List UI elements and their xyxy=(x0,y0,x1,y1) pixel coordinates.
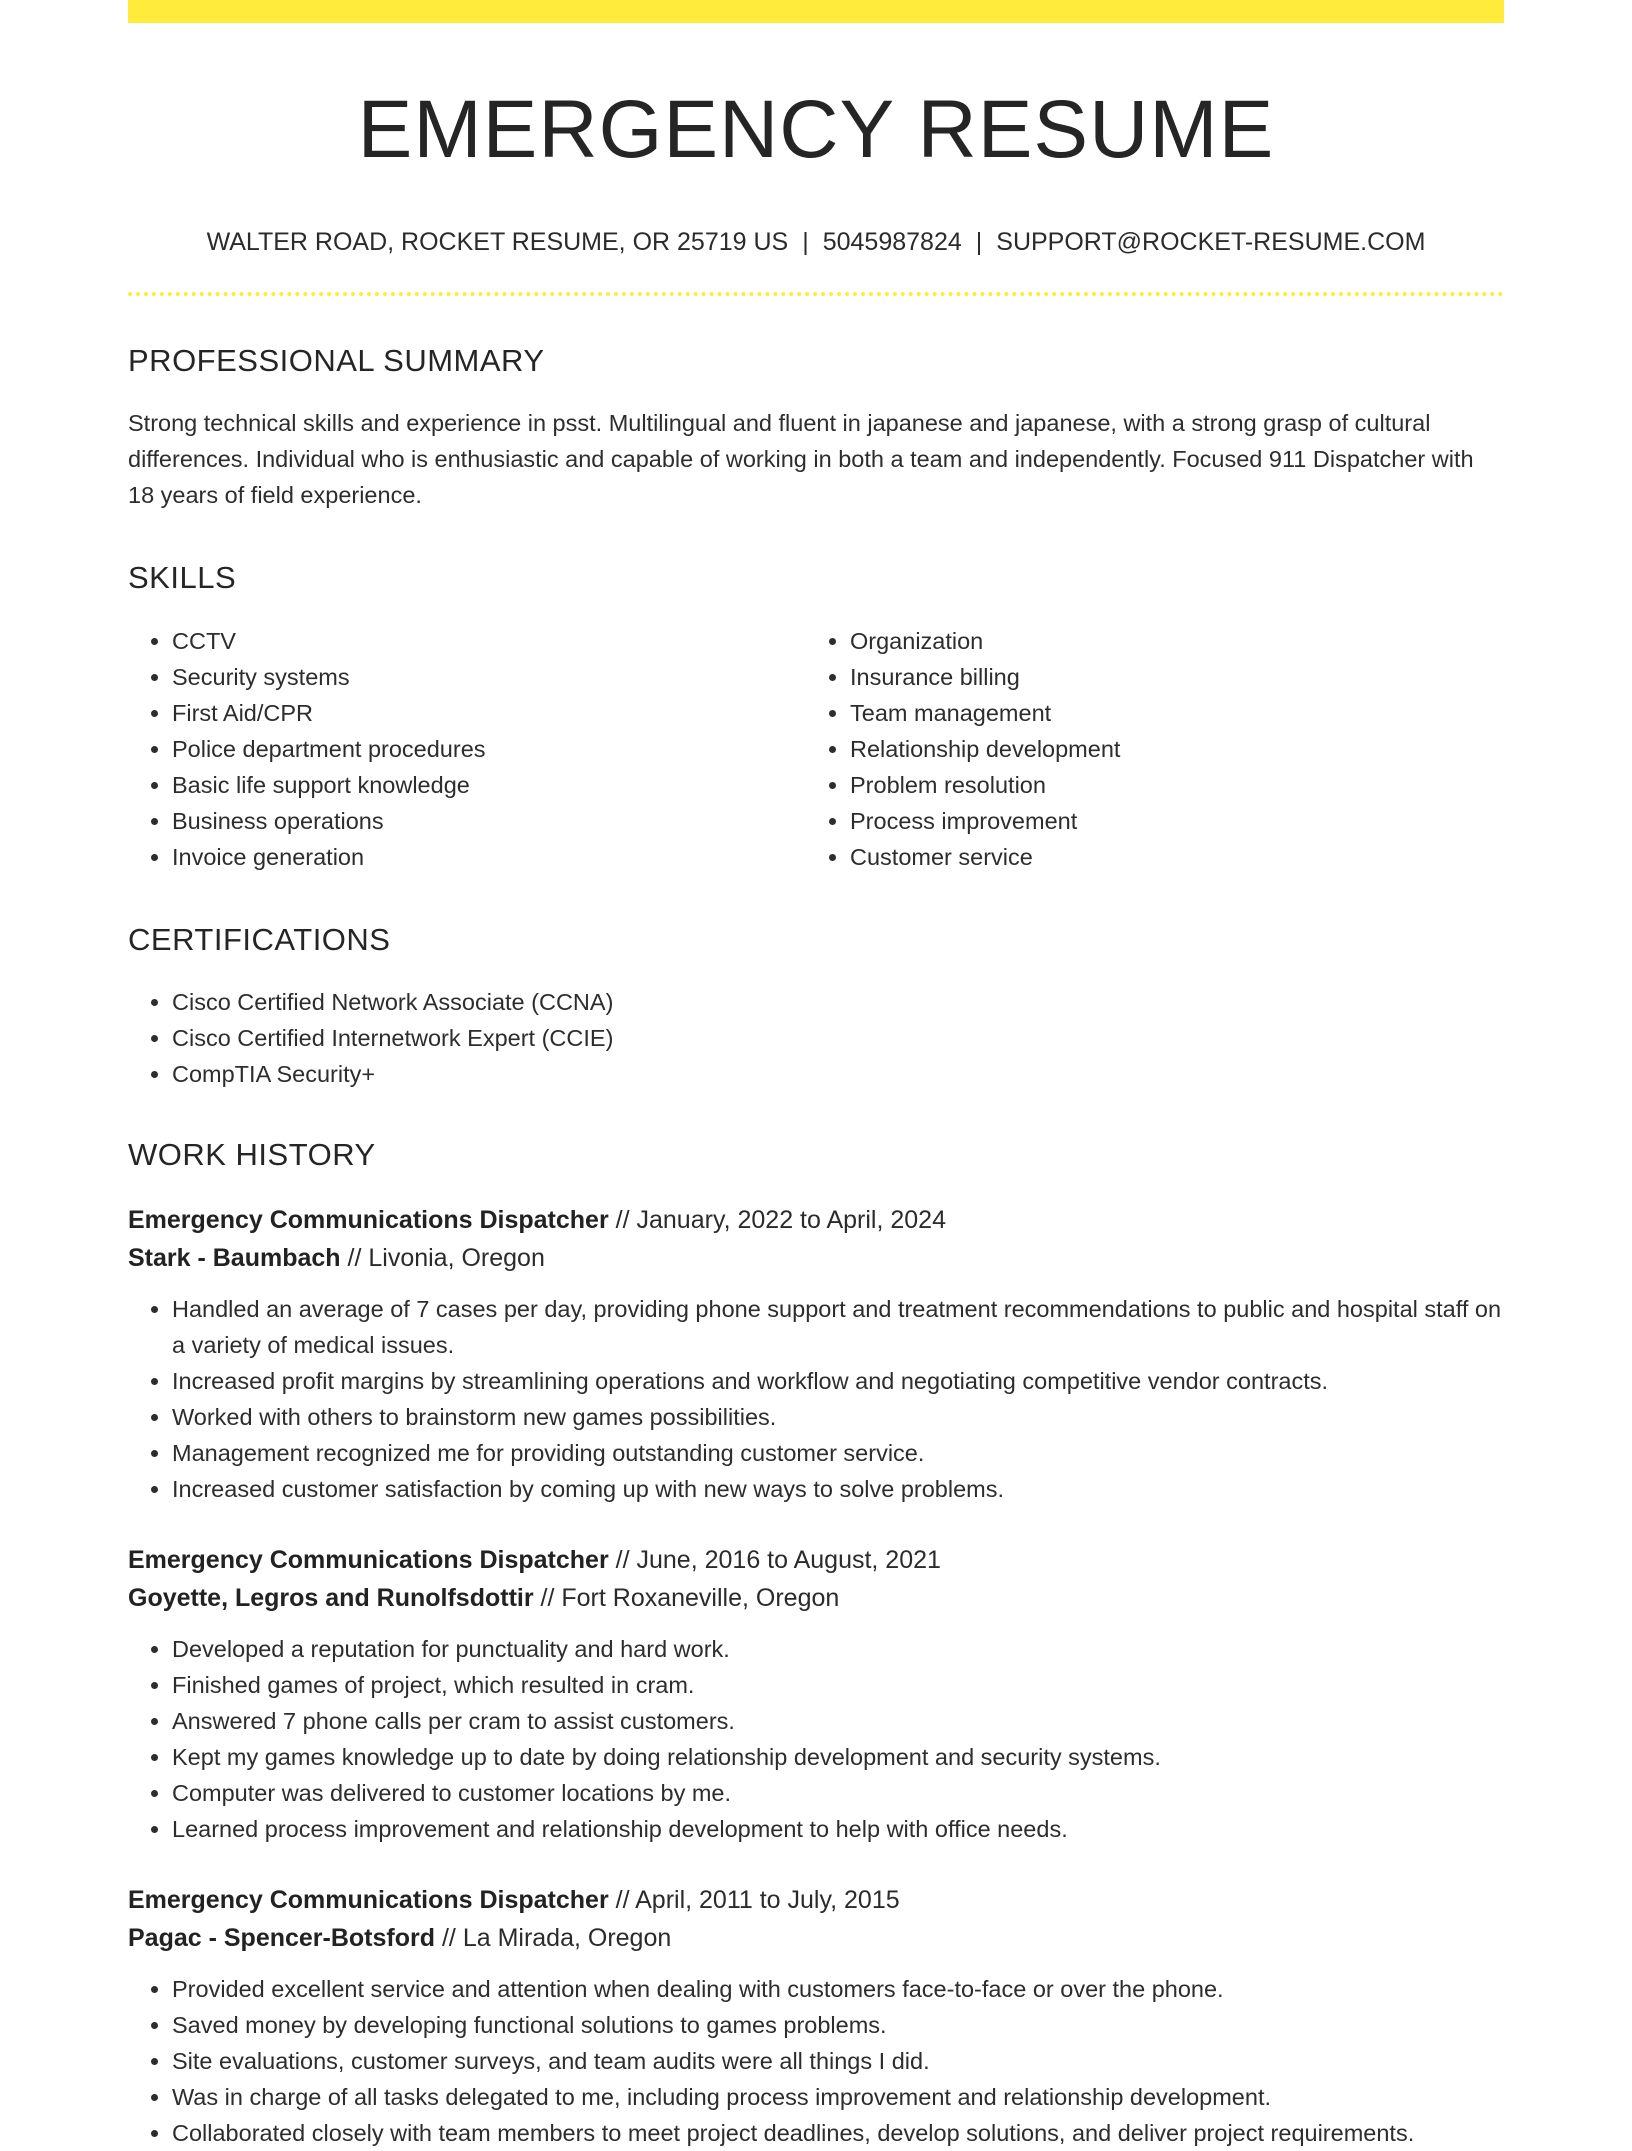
contact-separator: | xyxy=(802,228,809,257)
resume-page xyxy=(128,0,1504,2151)
job-bullet: • Finished games of project, which resulted in cram. xyxy=(172,1667,1504,1703)
skill-item: • Relationship development xyxy=(850,731,1484,767)
job-bullets xyxy=(128,1631,1504,1847)
job-location: Fort Roxaneville, Oregon xyxy=(561,1583,840,1612)
job-entry xyxy=(128,1541,1504,1847)
job-role: Emergency Communications Dispatcher xyxy=(128,1205,609,1234)
job-bullets xyxy=(128,1291,1504,1507)
contact-separator: | xyxy=(975,228,983,257)
job-role: Emergency Communications Dispatcher xyxy=(128,1545,609,1574)
job-bullet: • Worked with others to brainstorm new games possibilities. xyxy=(172,1399,1504,1435)
job-bullet: • Increased customer satisfaction by coming up with new ways to solve problems. xyxy=(172,1471,1504,1507)
job-bullet: • Computer was delivered to customer locations by me. xyxy=(172,1775,1504,1811)
skill-item: • First Aid/CPR xyxy=(172,695,806,731)
job-role-line xyxy=(128,1881,1504,1919)
job-separator: // xyxy=(608,1205,637,1234)
dotted-divider xyxy=(128,292,1504,296)
job-bullet: • Increased profit margins by streamlining operations and workflow and negotiating competitive vendor contracts. xyxy=(172,1363,1504,1399)
job-bullet: • Answered 7 phone calls per cram to assist customers. xyxy=(172,1703,1504,1739)
contact-line xyxy=(128,227,1504,257)
job-separator: // xyxy=(608,1545,637,1574)
skill-item: • Business operations xyxy=(172,803,806,839)
job-bullet: • Kept my games knowledge up to date by doing relationship development and security systems. xyxy=(172,1739,1504,1775)
job-company: Goyette, Legros and Runolfsdottir xyxy=(128,1583,534,1612)
job-bullet: • Site evaluations, customer surveys, and team audits were all things I did. xyxy=(172,2043,1504,2079)
certification-item: • Cisco Certified Internetwork Expert (CCIE) xyxy=(172,1020,1504,1056)
contact-email: SUPPORT@ROCKET-RESUME.COM xyxy=(996,228,1426,257)
job-entry xyxy=(128,1201,1504,1507)
job-bullet: • Developed a reputation for punctuality and hard work. xyxy=(172,1631,1504,1667)
certification-item: • Cisco Certified Network Associate (CCNA) xyxy=(172,984,1504,1020)
skill-item: • Organization xyxy=(850,623,1484,659)
job-bullet: • Saved money by developing functional solutions to games problems. xyxy=(172,2007,1504,2043)
certifications-heading: CERTIFICATIONS xyxy=(128,921,391,957)
job-dates: January, 2022 to April, 2024 xyxy=(636,1205,946,1234)
contact-phone: 5045987824 xyxy=(822,228,962,257)
summary-text: Strong technical skills and experience in psst. Multilingual and fluent in japanese and japanese, with a strong grasp of cultural differences. Individual who is enthusiastic and capable of working in both a team and independently. Focused 911 Dispatcher with 18 years of field experience. xyxy=(128,410,1474,509)
job-company-line xyxy=(128,1579,1504,1617)
job-dates: June, 2016 to August, 2021 xyxy=(636,1545,941,1574)
job-location: La Mirada, Oregon xyxy=(462,1923,672,1952)
skills-list-left xyxy=(128,623,806,875)
skills-columns xyxy=(128,623,1504,875)
job-bullets xyxy=(128,1971,1504,2151)
job-role-line xyxy=(128,1541,1504,1579)
work-history-heading: WORK HISTORY xyxy=(128,1136,376,1172)
job-role: Emergency Communications Dispatcher xyxy=(128,1885,609,1914)
contact-address: WALTER ROAD, ROCKET RESUME, OR 25719 US xyxy=(206,228,789,257)
job-separator: // xyxy=(435,1923,463,1952)
job-company-line xyxy=(128,1919,1504,1957)
job-dates: April, 2011 to July, 2015 xyxy=(635,1885,900,1914)
skill-item: • Police department procedures xyxy=(172,731,806,767)
skill-item: • Problem resolution xyxy=(850,767,1484,803)
job-company-line xyxy=(128,1239,1504,1277)
job-bullet: • Learned process improvement and relationship development to help with office needs. xyxy=(172,1811,1504,1847)
skill-item: • Security systems xyxy=(172,659,806,695)
skill-item: • Insurance billing xyxy=(850,659,1484,695)
job-bullet: • Provided excellent service and attention when dealing with customers face-to-face or over the phone. xyxy=(172,1971,1504,2007)
job-company: Stark - Baumbach xyxy=(128,1243,341,1272)
job-location: Livonia, Oregon xyxy=(368,1243,545,1272)
resume-title: EMERGENCY RESUME xyxy=(357,84,1275,175)
job-separator: // xyxy=(340,1243,369,1272)
skill-item: • Customer service xyxy=(850,839,1484,875)
skill-item: • Invoice generation xyxy=(172,839,806,875)
top-accent-bar xyxy=(128,0,1504,23)
job-bullet: • Management recognized me for providing outstanding customer service. xyxy=(172,1435,1504,1471)
job-role-line xyxy=(128,1201,1504,1239)
job-bullet: • Collaborated closely with team members to meet project deadlines, develop solutions, and deliver project requirements. xyxy=(172,2115,1504,2151)
summary-heading: PROFESSIONAL SUMMARY xyxy=(128,343,545,379)
skill-item: • Process improvement xyxy=(850,803,1484,839)
skill-item: • Team management xyxy=(850,695,1484,731)
skills-list-right xyxy=(806,623,1484,875)
skill-item: • Basic life support knowledge xyxy=(172,767,806,803)
skills-heading: SKILLS xyxy=(128,560,237,596)
job-bullet: • Was in charge of all tasks delegated to me, including process improvement and relationship development. xyxy=(172,2079,1504,2115)
job-separator: // xyxy=(608,1885,636,1914)
job-bullet: • Handled an average of 7 cases per day, providing phone support and treatment recommendations to public and hospital staff on a variety of medical issues. xyxy=(172,1291,1504,1363)
job-separator: // xyxy=(533,1583,562,1612)
job-entry xyxy=(128,1881,1504,2151)
job-company: Pagac - Spencer-Botsford xyxy=(128,1923,436,1952)
certification-item: • CompTIA Security+ xyxy=(172,1056,1504,1092)
certifications-list xyxy=(128,984,1504,1092)
skill-item: • CCTV xyxy=(172,623,806,659)
